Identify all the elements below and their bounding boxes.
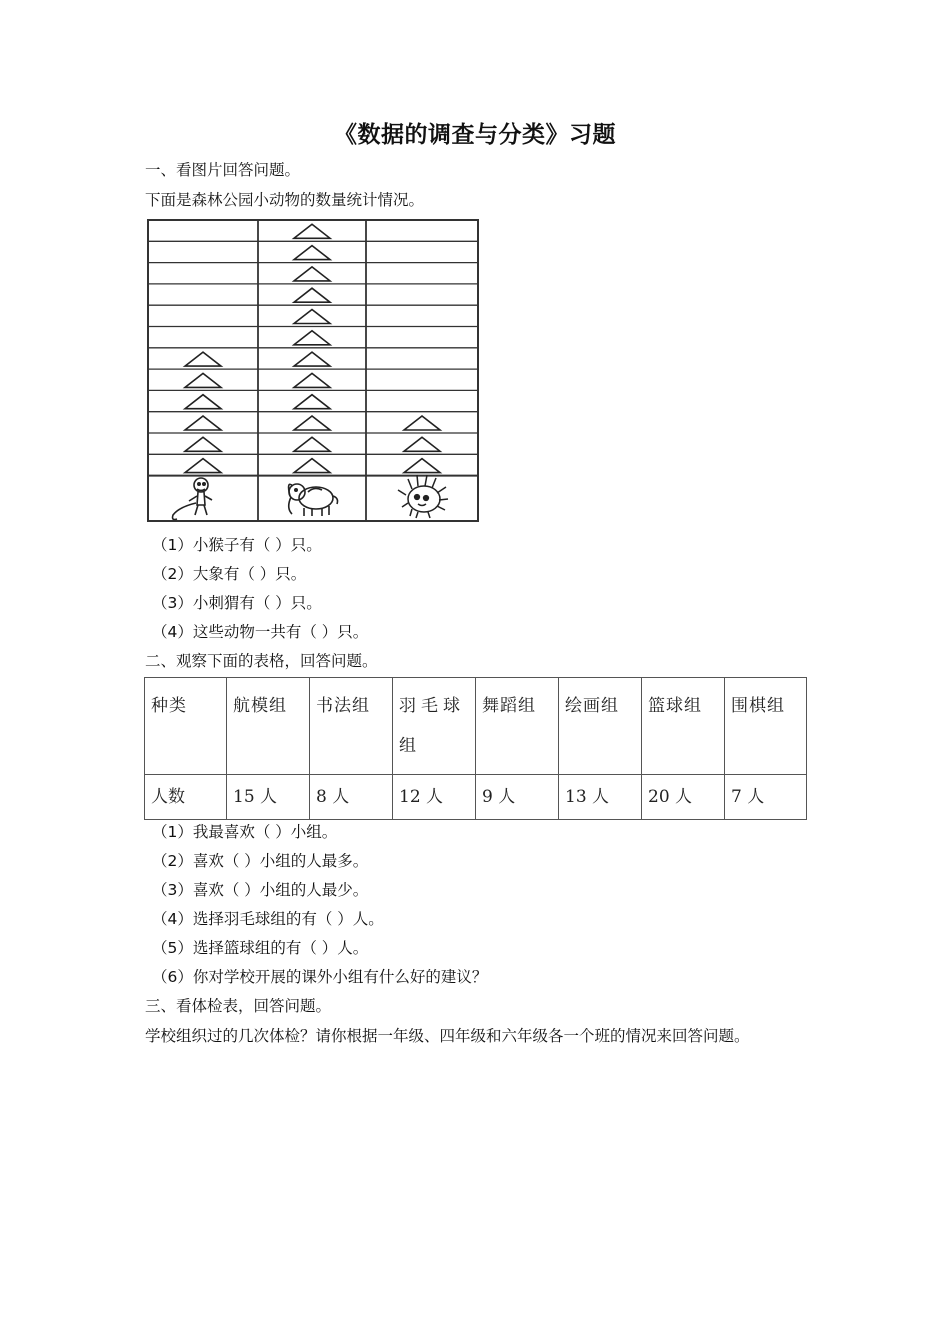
triangle-mark-elephant xyxy=(294,352,330,366)
pictograph-grid xyxy=(148,220,478,521)
table-header-cell: 羽毛球组 xyxy=(393,678,476,775)
table-header-cell: 绘画组 xyxy=(559,678,642,775)
page-title: 《数据的调查与分类》习题 xyxy=(334,122,616,148)
triangle-mark-elephant xyxy=(294,416,330,430)
triangle-mark-elephant xyxy=(294,331,330,345)
animal-pictograph xyxy=(146,218,480,523)
triangle-mark-elephant xyxy=(294,224,330,238)
table-cell: 13 人 xyxy=(559,775,642,820)
question-1-1: （1）小猴子有（ ）只。 xyxy=(152,536,322,554)
triangle-mark-monkey xyxy=(185,373,221,387)
club-table xyxy=(144,677,807,820)
triangle-mark-monkey xyxy=(185,352,221,366)
monkey-icon xyxy=(173,478,213,520)
section1-intro: 下面是森林公园小动物的数量统计情况。 xyxy=(145,191,425,209)
question-2-4: （4）选择羽毛球组的有（ ）人。 xyxy=(152,910,384,928)
table-cell: 9 人 xyxy=(476,775,559,820)
triangle-mark-elephant xyxy=(294,459,330,473)
section2-heading: 二、观察下面的表格，回答问题。 xyxy=(145,652,378,670)
question-2-2: （2）喜欢（ ）小组的人最多。 xyxy=(152,852,369,870)
triangle-mark-elephant xyxy=(294,267,330,281)
table-count-row xyxy=(145,775,807,820)
section1-heading: 一、看图片回答问题。 xyxy=(145,161,301,179)
table-cell: 12 人 xyxy=(393,775,476,820)
triangle-mark-hedgehog xyxy=(404,459,440,473)
section3-heading: 三、看体检表，回答问题。 xyxy=(145,997,332,1015)
table-cell: 20 人 xyxy=(642,775,725,820)
table-cell: 8 人 xyxy=(310,775,393,820)
table-header-cell: 篮球组 xyxy=(642,678,725,775)
row-label-type: 种类 xyxy=(145,678,227,775)
triangle-mark-elephant xyxy=(294,373,330,387)
section3-intro: 学校组织过的几次体检？请你根据一年级、四年级和六年级各一个班的情况来回答问题。 xyxy=(145,1027,750,1045)
question-1-2: （2）大象有（ ）只。 xyxy=(152,565,307,583)
triangle-mark-elephant xyxy=(294,246,330,260)
question-1-4: （4）这些动物一共有（ ）只。 xyxy=(152,623,369,641)
triangle-mark-monkey xyxy=(185,416,221,430)
triangle-mark-hedgehog xyxy=(404,416,440,430)
question-2-3: （3）喜欢（ ）小组的人最少。 xyxy=(152,881,369,899)
table-header-cell: 围棋组 xyxy=(725,678,807,775)
pictograph-marks xyxy=(185,224,440,472)
question-2-5: （5）选择篮球组的有（ ）人。 xyxy=(152,939,369,957)
triangle-mark-monkey xyxy=(185,459,221,473)
triangle-mark-elephant xyxy=(294,310,330,324)
question-1-3: （3）小刺猬有（ ）只。 xyxy=(152,594,322,612)
table-cell: 15 人 xyxy=(227,775,310,820)
table-header-cell: 航模组 xyxy=(227,678,310,775)
triangle-mark-elephant xyxy=(294,437,330,451)
triangle-mark-monkey xyxy=(185,395,221,409)
question-2-6: （6）你对学校开展的课外小组有什么好的建议？ xyxy=(152,968,488,986)
table-cell: 7 人 xyxy=(725,775,807,820)
table-header-cell: 书法组 xyxy=(310,678,393,775)
row-label-count: 人数 xyxy=(145,775,227,820)
triangle-mark-monkey xyxy=(185,437,221,451)
elephant-icon xyxy=(289,484,338,516)
triangle-mark-elephant xyxy=(294,288,330,302)
table-header-cell: 舞蹈组 xyxy=(476,678,559,775)
hedgehog-icon xyxy=(398,475,448,518)
triangle-mark-elephant xyxy=(294,395,330,409)
triangle-mark-hedgehog xyxy=(404,437,440,451)
question-2-1: （1）我最喜欢（ ）小组。 xyxy=(152,823,338,841)
table-header-row xyxy=(145,678,807,775)
